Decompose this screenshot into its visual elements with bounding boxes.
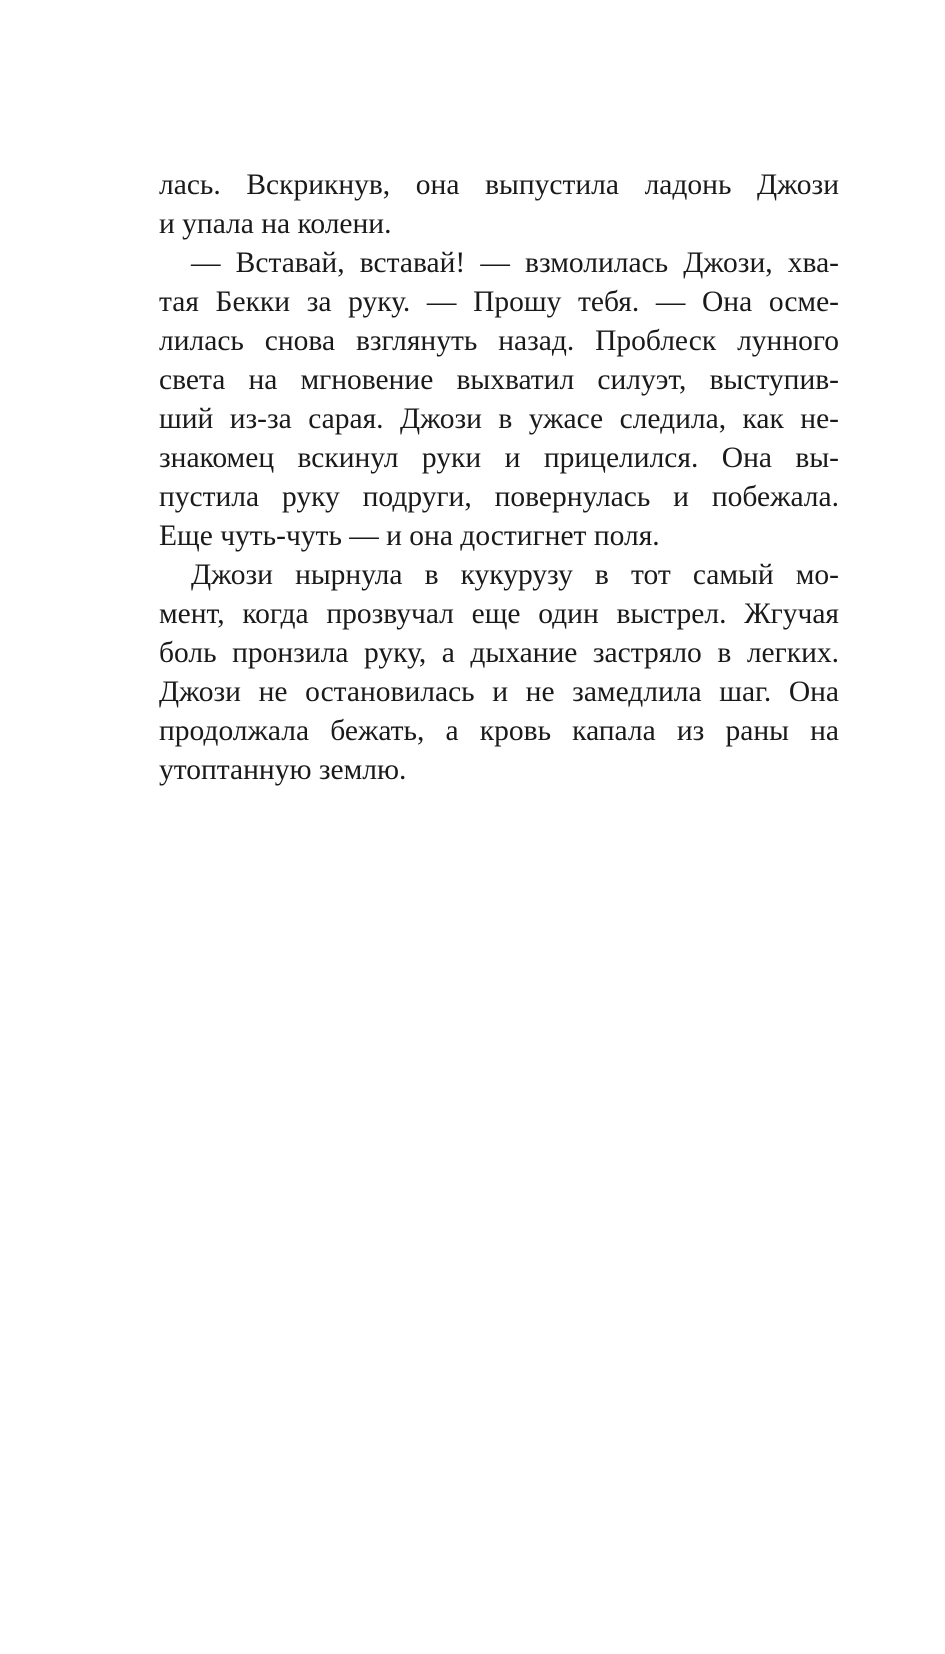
text-line: света на мгновение выхватил силуэт, выступив- xyxy=(159,364,839,396)
text-line: продолжала бежать, а кровь капала из раны на xyxy=(159,715,839,747)
text-line: лась. Вскрикнув, она выпустила ладонь Джози xyxy=(159,169,839,201)
text-line: мент, когда прозвучал еще один выстрел. Жгучая xyxy=(159,598,839,630)
text-line: утоптанную землю. xyxy=(159,754,407,786)
text-line: и упала на колени. xyxy=(159,208,392,240)
text-line: боль пронзила руку, а дыхание застряло в легких. xyxy=(159,637,839,669)
text-line: знакомец вскинул руки и прицелился. Она вы- xyxy=(159,442,839,474)
text-line: Джози не остановилась и не замедлила шаг. Она xyxy=(159,676,839,708)
text-line: Джози нырнула в кукурузу в тот самый мо- xyxy=(191,559,839,591)
text-line: пустила руку подруги, повернулась и побежала. xyxy=(159,481,839,513)
text-line: Еще чуть-чуть — и она достигнет поля. xyxy=(159,520,660,552)
text-line: тая Бекки за руку. — Прошу тебя. — Она осме- xyxy=(159,286,839,318)
text-line: ший из-за сарая. Джози в ужасе следила, как не- xyxy=(159,403,839,435)
text-line: лилась снова взглянуть назад. Проблеск лунного xyxy=(159,325,839,357)
body-text xyxy=(159,166,839,790)
text-line: — Вставай, вставай! — взмолилась Джози, хва- xyxy=(191,247,839,279)
